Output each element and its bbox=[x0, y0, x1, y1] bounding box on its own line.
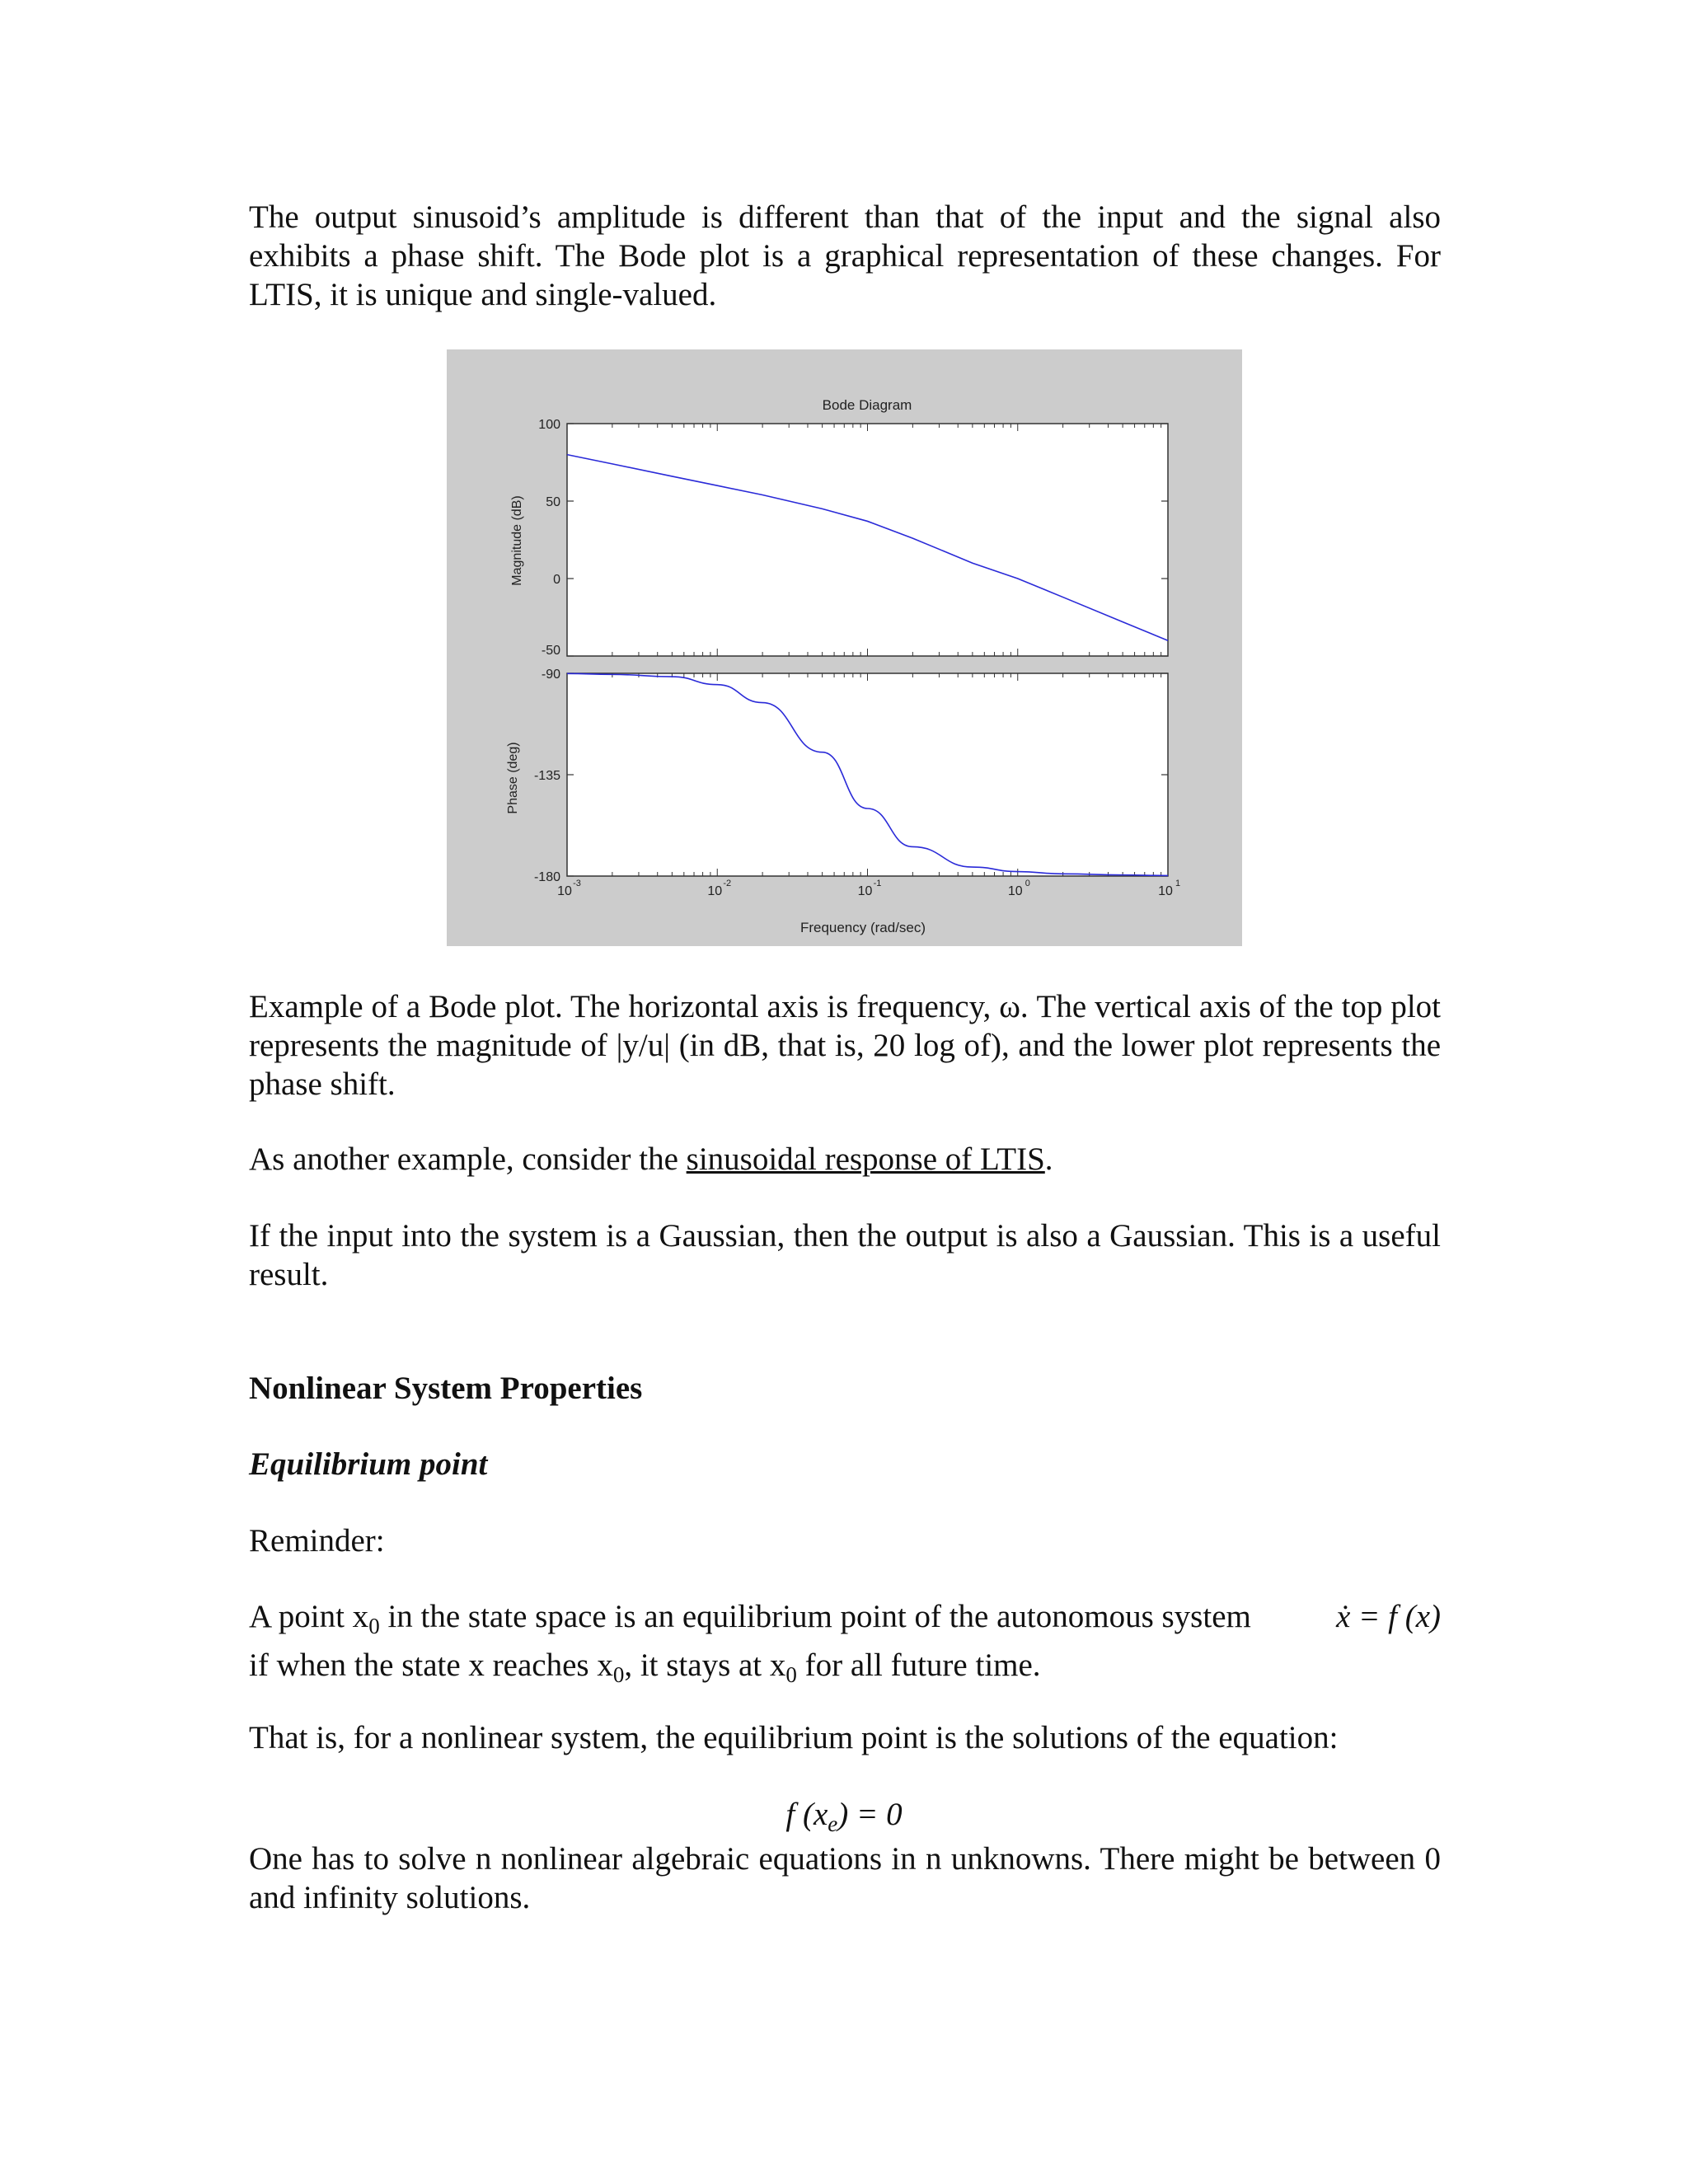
bode-chart bbox=[447, 349, 1242, 946]
definition-paragraph bbox=[249, 1597, 1441, 1694]
magnitude-ytick-label: 100 bbox=[538, 418, 560, 432]
that-is-paragraph: That is, for a nonlinear system, the equilibrium point is the solutions of the equation: bbox=[249, 1720, 1339, 1755]
example-paragraph bbox=[249, 1140, 1441, 1179]
conclusion-paragraph: One has to solve n nonlinear algebraic equations in n unknowns. There might be between 0 and infinity solutions. bbox=[249, 1841, 1441, 1915]
phase-ytick-label: -90 bbox=[541, 668, 560, 682]
xtick-exponent: -2 bbox=[723, 879, 732, 888]
intro-paragraph: The output sinusoid’s amplitude is different than that of the input and the signal also exhibits a phase shift. The Bode plot is a graphical representation of these changes. For LTIS, it is unique and single-valued. bbox=[249, 199, 1441, 312]
definition-text-1: A point x bbox=[249, 1599, 369, 1634]
phase-ytick-label: -135 bbox=[533, 769, 560, 783]
definition-text-3: if when the state x reaches x bbox=[249, 1647, 613, 1683]
xtick-exponent: -3 bbox=[573, 879, 581, 888]
example-suffix: . bbox=[1044, 1141, 1053, 1177]
xtick-exponent: 1 bbox=[1175, 879, 1181, 888]
example-prefix: As another example, consider the bbox=[249, 1141, 687, 1177]
phase-axis-label: Phase (deg) bbox=[506, 742, 520, 814]
magnitude-axis-label: Magnitude (dB) bbox=[510, 495, 524, 586]
phase-plot-area bbox=[567, 673, 1168, 876]
equation-rhs: ) = 0 bbox=[837, 1797, 903, 1832]
magnitude-ytick-label: 50 bbox=[546, 495, 560, 509]
xtick-label: 10 bbox=[857, 884, 873, 898]
xtick-label: 10 bbox=[1158, 884, 1173, 898]
definition-sub-2: 0 bbox=[612, 1662, 625, 1687]
gaussian-paragraph: If the input into the system is a Gaussian, then the output is also a Gaussian. This is a useful result. bbox=[249, 1218, 1441, 1292]
xtick-label: 10 bbox=[1007, 884, 1023, 898]
sinusoidal-response-link[interactable]: sinusoidal response of LTIS bbox=[686, 1141, 1045, 1177]
phase-ytick-label: -180 bbox=[533, 870, 560, 884]
magnitude-plot-area bbox=[567, 424, 1168, 656]
caption-paragraph: Example of a Bode plot. The horizontal axis is frequency, ω. The vertical axis of the top plot represents the magnitude of |y/u| (in dB, that is, 20 log of), and the lower plot represents the phase shift. bbox=[249, 989, 1441, 1102]
x-ticks bbox=[557, 879, 1180, 898]
definition-text-2: in the state space is an equilibrium point of the autonomous system bbox=[379, 1599, 1251, 1634]
xtick-label: 10 bbox=[557, 884, 572, 898]
xtick-label: 10 bbox=[707, 884, 723, 898]
equation-sub: e bbox=[828, 1811, 838, 1836]
definition-sub-3: 0 bbox=[785, 1662, 797, 1687]
xtick-exponent: 0 bbox=[1025, 879, 1030, 888]
definition-text-5: for all future time. bbox=[796, 1647, 1041, 1683]
definition-sub-1: 0 bbox=[368, 1614, 380, 1638]
magnitude-ytick-label: 0 bbox=[553, 573, 560, 587]
section-heading: Nonlinear System Properties bbox=[249, 1371, 643, 1406]
subsection-heading: Equilibrium point bbox=[249, 1446, 488, 1482]
xtick-exponent: -1 bbox=[873, 879, 882, 888]
magnitude-ytick-label: -50 bbox=[541, 644, 560, 658]
autonomous-system-equation: ẋ = f (x) bbox=[1336, 1599, 1441, 1634]
equation-lhs: f (x bbox=[785, 1797, 828, 1832]
reminder-label: Reminder: bbox=[249, 1523, 385, 1558]
bode-figure bbox=[447, 349, 1242, 946]
equilibrium-equation bbox=[0, 1795, 1688, 1844]
definition-text-4: , it stays at x bbox=[624, 1647, 786, 1683]
x-axis-label: Frequency (rad/sec) bbox=[799, 920, 926, 935]
chart-title: Bode Diagram bbox=[822, 397, 912, 413]
